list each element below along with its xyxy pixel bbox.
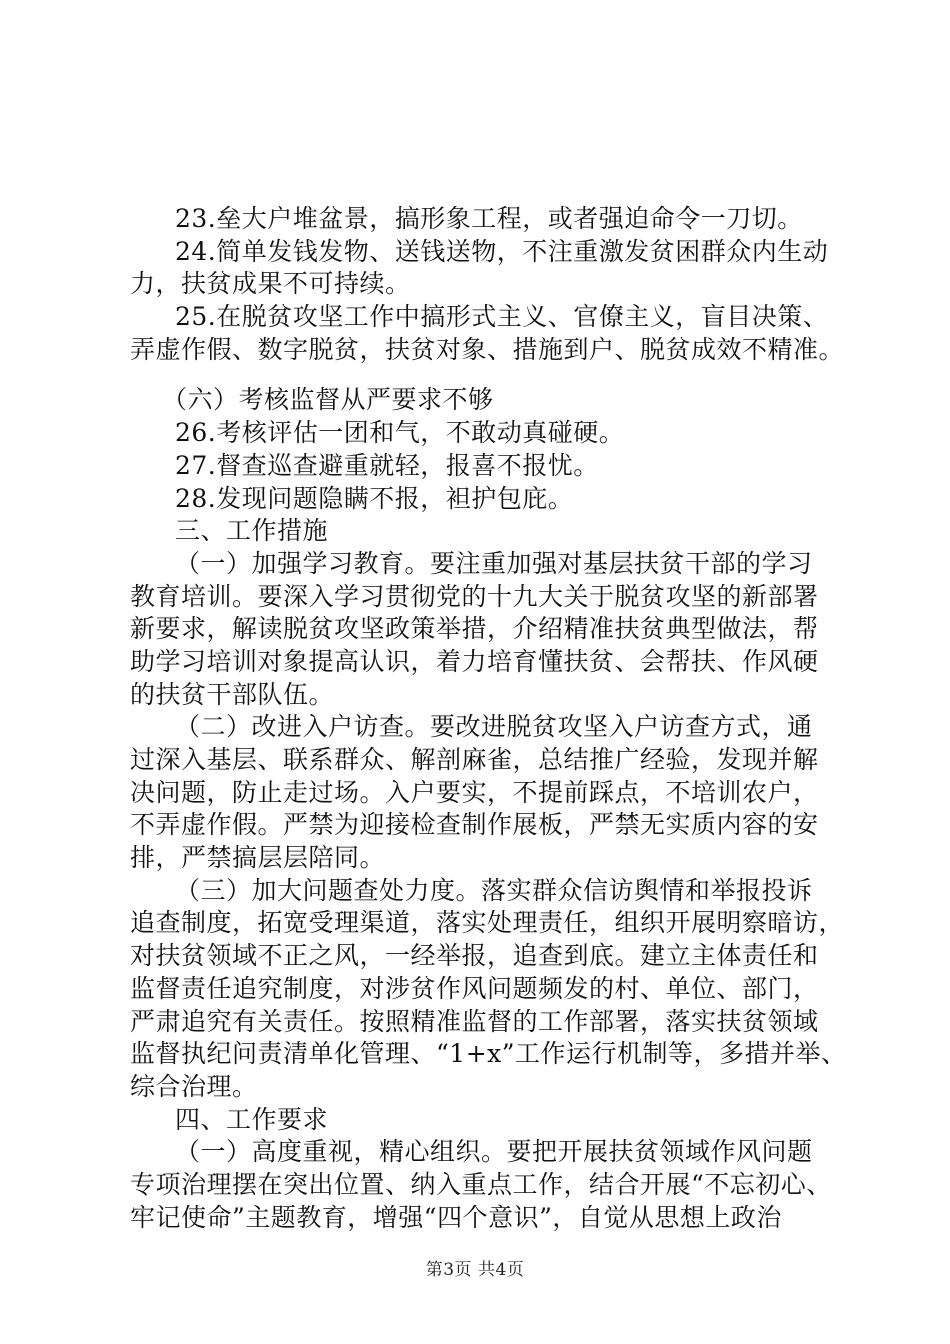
- paragraph-line: （一）加强学习教育。要注重加强对基层扶贫干部的学习: [175, 548, 813, 578]
- paragraph-line: 对扶贫领域不正之风，一经举报，追查到底。建立主体责任和: [130, 941, 819, 971]
- paragraph-line: 不弄虚作假。严禁为迎接检查制作展板，严禁无实质内容的安: [130, 810, 819, 840]
- paragraph-line: （一）高度重视，精心组织。要把开展扶贫领域作风问题: [175, 1137, 813, 1167]
- section-heading-requirements: [130, 1104, 830, 1137]
- paragraph-line: 新要求，解读脱贫攻坚政策举措，介绍精准扶贫典型做法，帮: [130, 614, 819, 644]
- paragraph-line: 严肃追究有关责任。按照精准监督的工作部署，落实扶贫领域: [130, 1006, 819, 1036]
- paragraph-item-27: [130, 450, 830, 483]
- paragraph-line: （二）改进入户访查。要改进脱贫攻坚入户访查方式，通: [175, 712, 813, 742]
- paragraph-line: 追查制度，拓宽受理渠道，落实处理责任，组织开展明察暗访，: [130, 908, 845, 938]
- heading-line: 三、工作措施: [175, 516, 329, 546]
- paragraph-measure-3: [130, 875, 847, 1104]
- paragraph-line: 23.垒大户堆盆景，搞形象工程，或者强迫命令一刀切。: [175, 204, 803, 233]
- heading-line: 四、工作要求: [175, 1104, 329, 1134]
- page-footer: [0, 1255, 950, 1280]
- document-body: [130, 203, 847, 1234]
- paragraph-line: 26.考核评估一团和气，不敢动真碰硬。: [175, 418, 625, 448]
- paragraph-line: 助学习培训对象提高认识，着力培育懂扶贫、会帮扶、作风硬: [130, 646, 819, 676]
- paragraph-item-24: [130, 236, 830, 301]
- heading-line: （六）考核监督从严要求不够: [162, 385, 494, 415]
- paragraph-line: 排，严禁搞层层陪同。: [130, 843, 386, 873]
- paragraph-measure-2: [130, 711, 830, 874]
- paragraph-item-26: [130, 417, 830, 450]
- section-heading-six: [130, 384, 830, 417]
- paragraph-measure-1: [130, 548, 830, 711]
- page-number-label: 第3页 共4页: [425, 1260, 525, 1280]
- paragraph-line: 监督执纪问责清单化管理、“1+x”工作运行机制等，多措并举、: [130, 1039, 847, 1069]
- paragraph-line: 牢记使命”主题教育，增强“四个意识”，自觉从思想上政治: [130, 1202, 782, 1232]
- section-heading-measures: [130, 515, 830, 548]
- paragraph-item-23: [130, 203, 830, 236]
- paragraph-item-25: [130, 301, 845, 366]
- paragraph-line: 专项治理摆在突出位置、纳入重点工作，结合开展“不忘初心、: [130, 1169, 832, 1199]
- paragraph-line: 综合治理。: [130, 1071, 258, 1101]
- paragraph-line: 25.在脱贫攻坚工作中搞形式主义、官僚主义，盲目决策、: [175, 302, 829, 332]
- paragraph-line: （三）加大问题查处力度。落实群众信访舆情和举报投诉: [175, 875, 813, 905]
- paragraph-line: 弄虚作假、数字脱贫，扶贫对象、措施到户、脱贫成效不精准。: [130, 334, 845, 364]
- paragraph-line: 27.督查巡查避重就轻，报喜不报忧。: [175, 450, 599, 480]
- paragraph-line: 决问题，防止走过场。入户要实，不提前踩点，不培训农户，: [130, 777, 819, 807]
- paragraph-line: 28.发现问题隐瞒不报，袒护包庇。: [175, 483, 574, 513]
- paragraph-line: 的扶贫干部队伍。: [130, 679, 335, 709]
- paragraph-item-28: [130, 483, 830, 516]
- paragraph-line: 过深入基层、联系群众、解剖麻雀，总结推广经验，发现并解: [130, 745, 819, 774]
- paragraph-requirement-1: [130, 1136, 830, 1234]
- paragraph-line: 监督责任追究制度，对涉贫作风问题频发的村、单位、部门，: [130, 973, 819, 1003]
- paragraph-line: 力，扶贫成果不可持续。: [130, 269, 411, 299]
- paragraph-line: 教育培训。要深入学习贯彻党的十九大关于脱贫攻坚的新部署: [130, 581, 819, 611]
- paragraph-line: 24.简单发钱发物、送钱送物，不注重激发贫困群众内生动: [175, 236, 829, 266]
